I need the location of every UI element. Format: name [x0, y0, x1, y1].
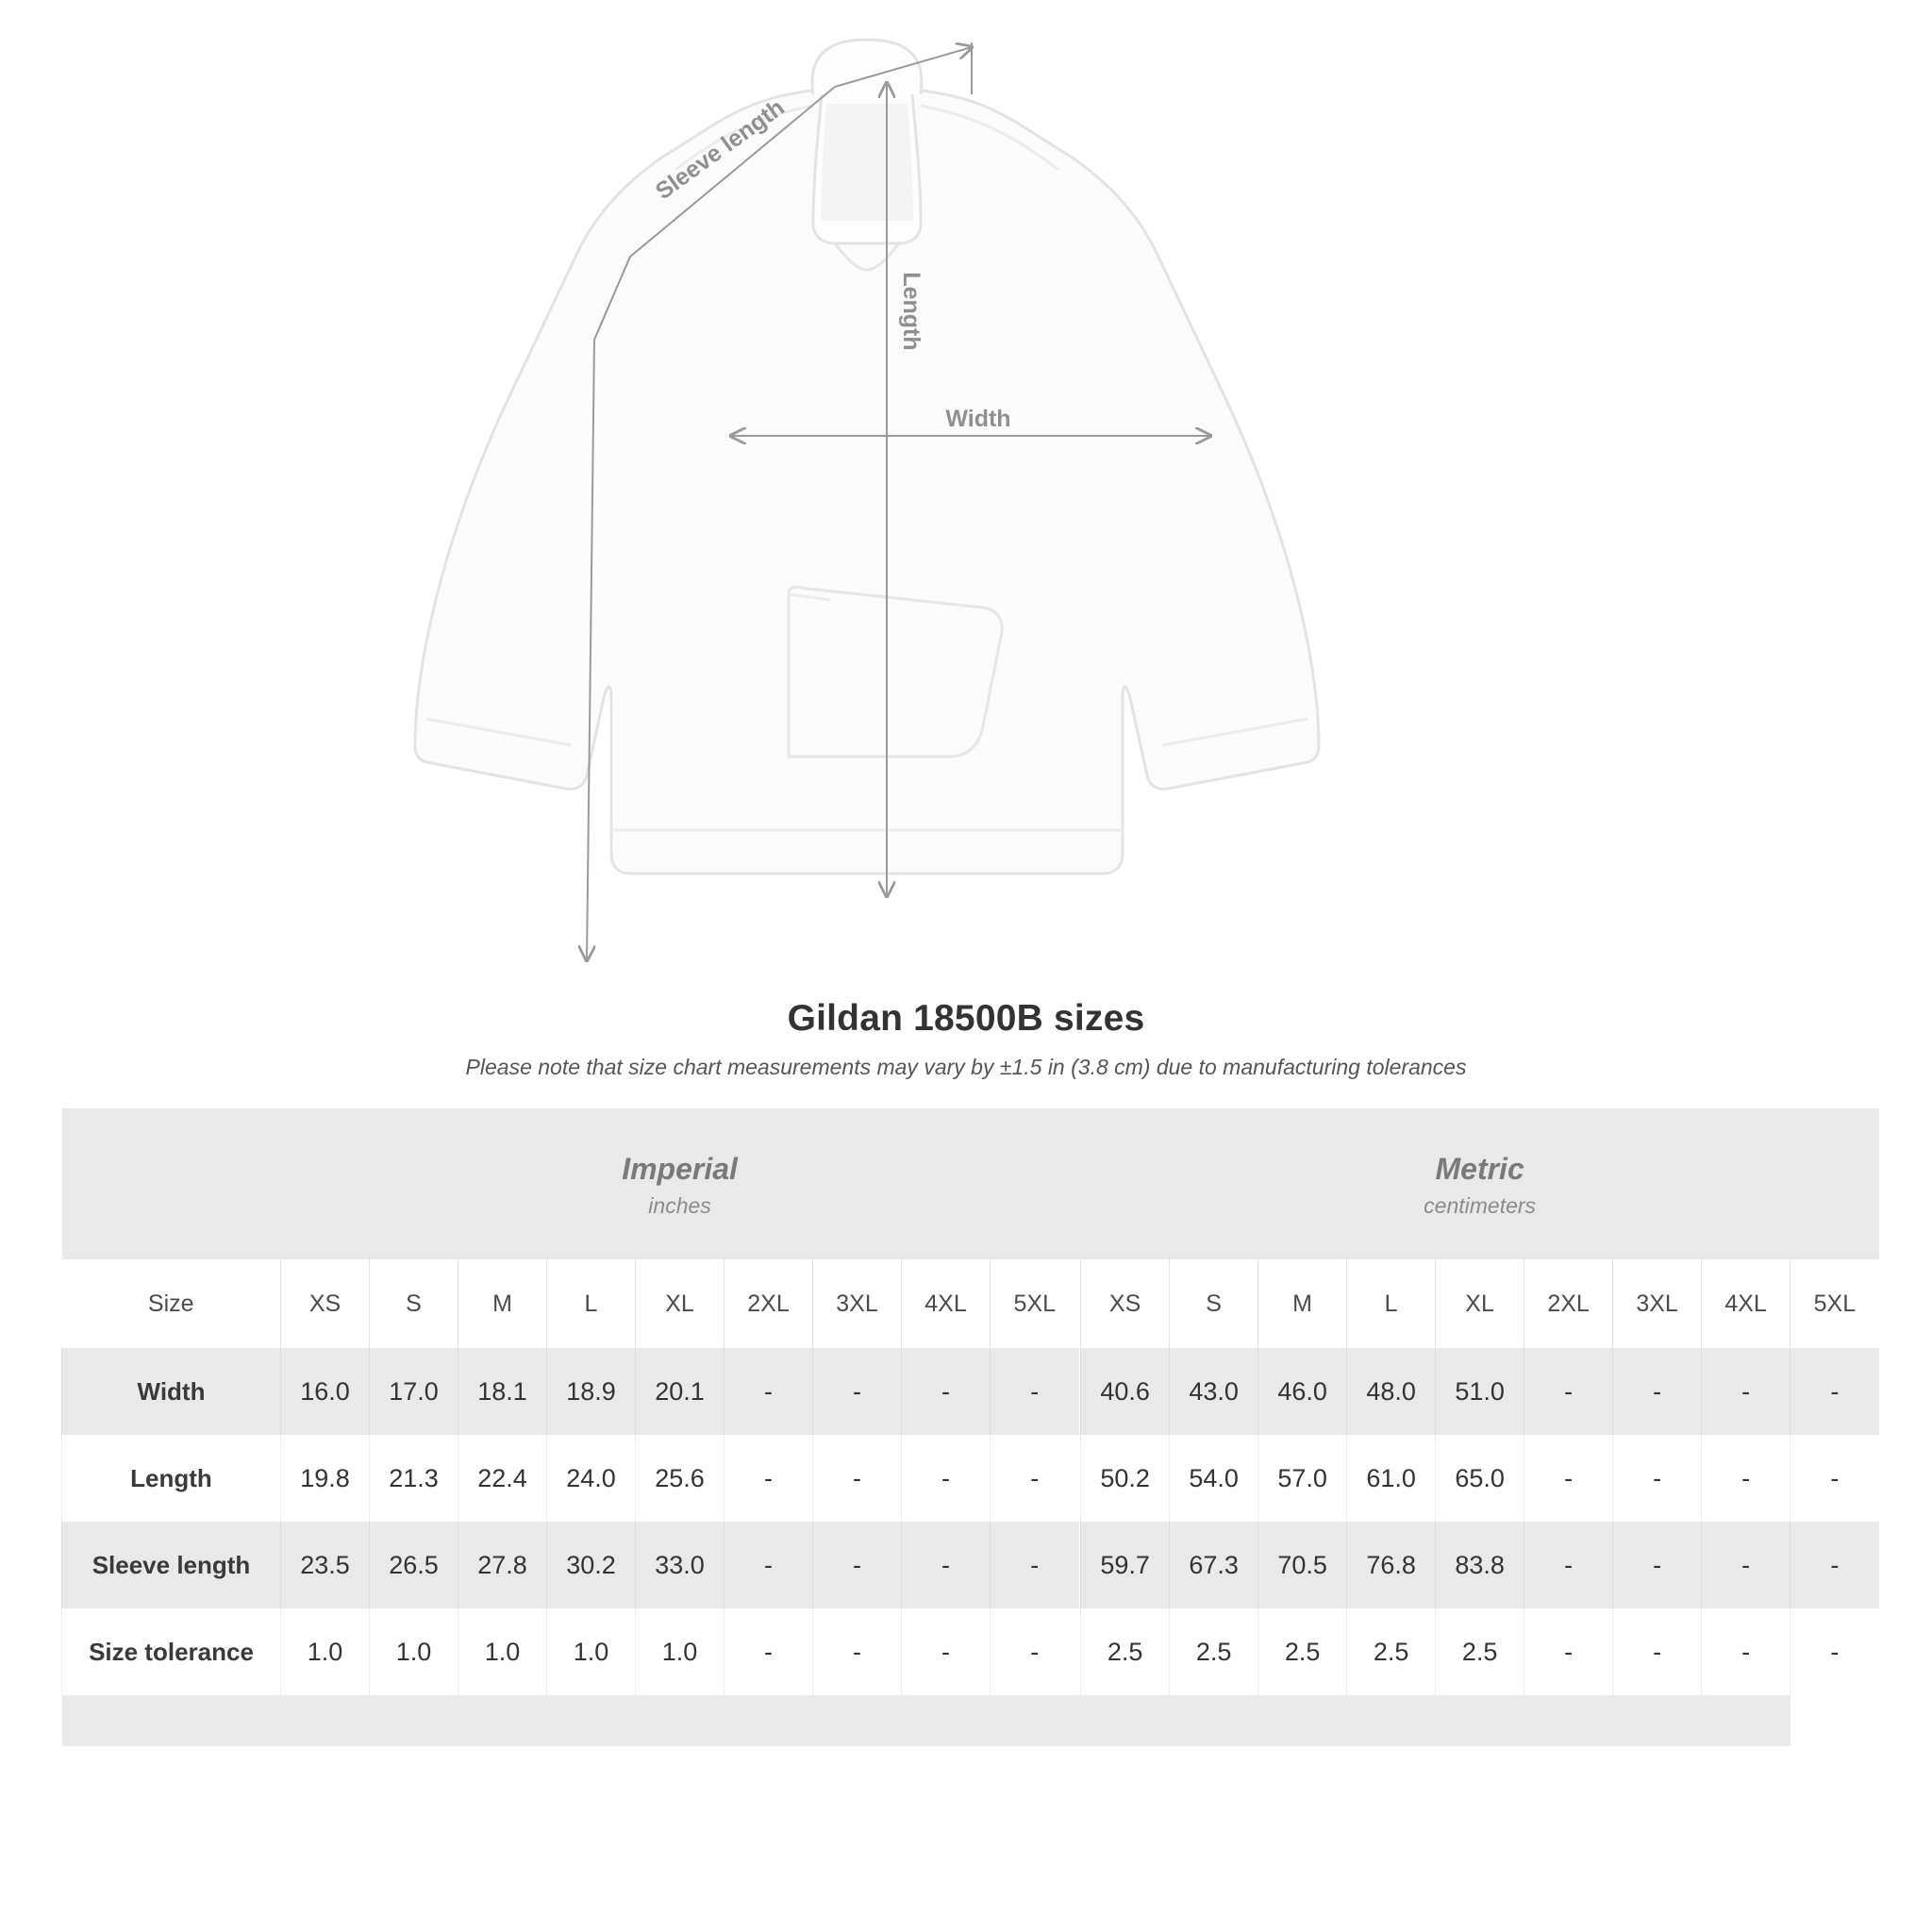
cell-tol-met-4xl: -: [1702, 1608, 1790, 1695]
cell-sleeve-imp-xs: 23.5: [281, 1522, 370, 1608]
cell-length-imp-m: 22.4: [458, 1435, 547, 1522]
cell-width-imp-2xl: -: [724, 1348, 813, 1435]
header-size-label: Size: [62, 1259, 281, 1348]
size-table: [61, 1108, 1879, 1746]
header-imperial-xs: XS: [281, 1259, 370, 1348]
label-length: Length: [898, 272, 924, 351]
cell-length-met-4xl: -: [1702, 1435, 1790, 1522]
cell-width-imp-3xl: -: [813, 1348, 902, 1435]
cell-tol-imp-m: 1.0: [458, 1608, 547, 1695]
cell-width-met-m: 46.0: [1258, 1348, 1347, 1435]
cell-tol-met-xl: 2.5: [1436, 1608, 1524, 1695]
cell-width-met-xs: 40.6: [1081, 1348, 1170, 1435]
cell-length-imp-s: 21.3: [370, 1435, 458, 1522]
cell-sleeve-imp-5xl: -: [991, 1522, 1079, 1608]
cell-sleeve-imp-4xl: -: [902, 1522, 991, 1608]
cell-length-imp-2xl: -: [724, 1435, 813, 1522]
header-metric-m: M: [1258, 1259, 1347, 1348]
table-row: [62, 1435, 1879, 1522]
header-metric-xl: XL: [1436, 1259, 1524, 1348]
cell-tol-met-xs: 2.5: [1081, 1608, 1170, 1695]
header-imperial-m: M: [458, 1259, 547, 1348]
unit-system-metric: Metric: [1435, 1151, 1524, 1186]
header-metric-3xl: 3XL: [1613, 1259, 1702, 1348]
header-metric-s: S: [1170, 1259, 1258, 1348]
size-table-wrap: [61, 1108, 1871, 1746]
cell-width-imp-s: 17.0: [370, 1348, 458, 1435]
cell-sleeve-imp-xl: 33.0: [636, 1522, 724, 1608]
unit-header-metric: [1081, 1108, 1879, 1259]
cell-sleeve-met-5xl: -: [1790, 1522, 1879, 1608]
unit-sub-imperial: inches: [648, 1192, 711, 1218]
cell-length-met-5xl: -: [1790, 1435, 1879, 1522]
size-header-row: [62, 1259, 1879, 1348]
cell-length-imp-3xl: -: [813, 1435, 902, 1522]
cell-tol-imp-2xl: -: [724, 1608, 813, 1695]
cell-sleeve-imp-l: 30.2: [547, 1522, 636, 1608]
cell-length-imp-5xl: -: [991, 1435, 1079, 1522]
cell-width-imp-5xl: -: [991, 1348, 1079, 1435]
cell-sleeve-met-xl: 83.8: [1436, 1522, 1524, 1608]
cell-length-met-s: 54.0: [1170, 1435, 1258, 1522]
header-imperial-l: L: [547, 1259, 636, 1348]
header-imperial-xl: XL: [636, 1259, 724, 1348]
cell-width-imp-xs: 16.0: [281, 1348, 370, 1435]
row-label-sleeve-length: Sleeve length: [62, 1522, 281, 1608]
cell-tol-imp-l: 1.0: [547, 1608, 636, 1695]
cell-length-met-2xl: -: [1524, 1435, 1613, 1522]
cell-tol-imp-xs: 1.0: [281, 1608, 370, 1695]
unit-sub-metric: centimeters: [1424, 1192, 1537, 1218]
cell-sleeve-met-4xl: -: [1702, 1522, 1790, 1608]
cell-sleeve-imp-2xl: -: [724, 1522, 813, 1608]
row-label-size-tolerance: Size tolerance: [62, 1608, 281, 1695]
cell-width-met-3xl: -: [1613, 1348, 1702, 1435]
cell-width-met-5xl: -: [1790, 1348, 1879, 1435]
cell-width-met-s: 43.0: [1170, 1348, 1258, 1435]
header-metric-xs: XS: [1081, 1259, 1170, 1348]
hoodie-graphic: [415, 40, 1319, 874]
cell-sleeve-met-s: 67.3: [1170, 1522, 1258, 1608]
row-label-length: Length: [62, 1435, 281, 1522]
header-imperial-s: S: [370, 1259, 458, 1348]
cell-sleeve-met-m: 70.5: [1258, 1522, 1347, 1608]
cell-width-met-xl: 51.0: [1436, 1348, 1524, 1435]
row-label-width: Width: [62, 1348, 281, 1435]
cell-width-imp-l: 18.9: [547, 1348, 636, 1435]
cell-width-imp-m: 18.1: [458, 1348, 547, 1435]
cell-sleeve-imp-s: 26.5: [370, 1522, 458, 1608]
tolerance-note: Please note that size chart measurements may vary by ±1.5 in (3.8 cm) due to manufacturing tolerances: [465, 1055, 1467, 1079]
cell-length-met-xl: 65.0: [1436, 1435, 1524, 1522]
cell-width-imp-xl: 20.1: [636, 1348, 724, 1435]
cell-sleeve-imp-3xl: -: [813, 1522, 902, 1608]
cell-sleeve-met-3xl: -: [1613, 1522, 1702, 1608]
label-sleeve-length: Sleeve length: [650, 93, 790, 206]
page-title: Gildan 18500B sizes: [787, 998, 1145, 1039]
title-block: [0, 998, 1932, 1080]
header-metric-4xl: 4XL: [1702, 1259, 1790, 1348]
header-metric-2xl: 2XL: [1524, 1259, 1613, 1348]
cell-sleeve-met-l: 76.8: [1347, 1522, 1436, 1608]
header-imperial-5xl: 5XL: [991, 1259, 1079, 1348]
cell-tol-met-s: 2.5: [1170, 1608, 1258, 1695]
cell-length-imp-xs: 19.8: [281, 1435, 370, 1522]
cell-length-imp-l: 24.0: [547, 1435, 636, 1522]
cell-length-imp-xl: 25.6: [636, 1435, 724, 1522]
cell-tol-imp-xl: 1.0: [636, 1608, 724, 1695]
table-row: [62, 1608, 1879, 1695]
header-metric-l: L: [1347, 1259, 1436, 1348]
cell-tol-met-2xl: -: [1524, 1608, 1613, 1695]
cell-length-met-xs: 50.2: [1081, 1435, 1170, 1522]
table-row: [62, 1348, 1879, 1435]
unit-header-spacer: [62, 1108, 281, 1259]
cell-length-imp-4xl: -: [902, 1435, 991, 1522]
cell-tol-met-l: 2.5: [1347, 1608, 1436, 1695]
cell-tol-imp-4xl: -: [902, 1608, 991, 1695]
unit-header-row: [62, 1108, 1879, 1259]
cell-tol-imp-3xl: -: [813, 1608, 902, 1695]
cell-tol-met-m: 2.5: [1258, 1608, 1347, 1695]
cell-tol-met-3xl: -: [1613, 1608, 1702, 1695]
header-imperial-3xl: 3XL: [813, 1259, 902, 1348]
cell-sleeve-met-xs: 59.7: [1081, 1522, 1170, 1608]
header-metric-5xl: 5XL: [1790, 1259, 1879, 1348]
cell-width-met-2xl: -: [1524, 1348, 1613, 1435]
cell-sleeve-met-2xl: -: [1524, 1522, 1613, 1608]
header-imperial-2xl: 2XL: [724, 1259, 813, 1348]
cell-width-imp-4xl: -: [902, 1348, 991, 1435]
cell-length-met-3xl: -: [1613, 1435, 1702, 1522]
table-footer-row: [62, 1695, 1879, 1746]
cell-tol-imp-s: 1.0: [370, 1608, 458, 1695]
cell-width-met-l: 48.0: [1347, 1348, 1436, 1435]
label-width: Width: [945, 406, 1011, 432]
cell-tol-met-5xl: -: [1790, 1608, 1879, 1695]
header-imperial-4xl: 4XL: [902, 1259, 991, 1348]
cell-length-met-m: 57.0: [1258, 1435, 1347, 1522]
unit-system-imperial: Imperial: [622, 1151, 738, 1186]
table-row: [62, 1522, 1879, 1608]
cell-sleeve-imp-m: 27.8: [458, 1522, 547, 1608]
cell-tol-imp-5xl: -: [991, 1608, 1079, 1695]
cell-length-met-l: 61.0: [1347, 1435, 1436, 1522]
unit-header-imperial: [281, 1108, 1079, 1259]
table-footer-spacer: [62, 1695, 1790, 1746]
cell-width-met-4xl: -: [1702, 1348, 1790, 1435]
